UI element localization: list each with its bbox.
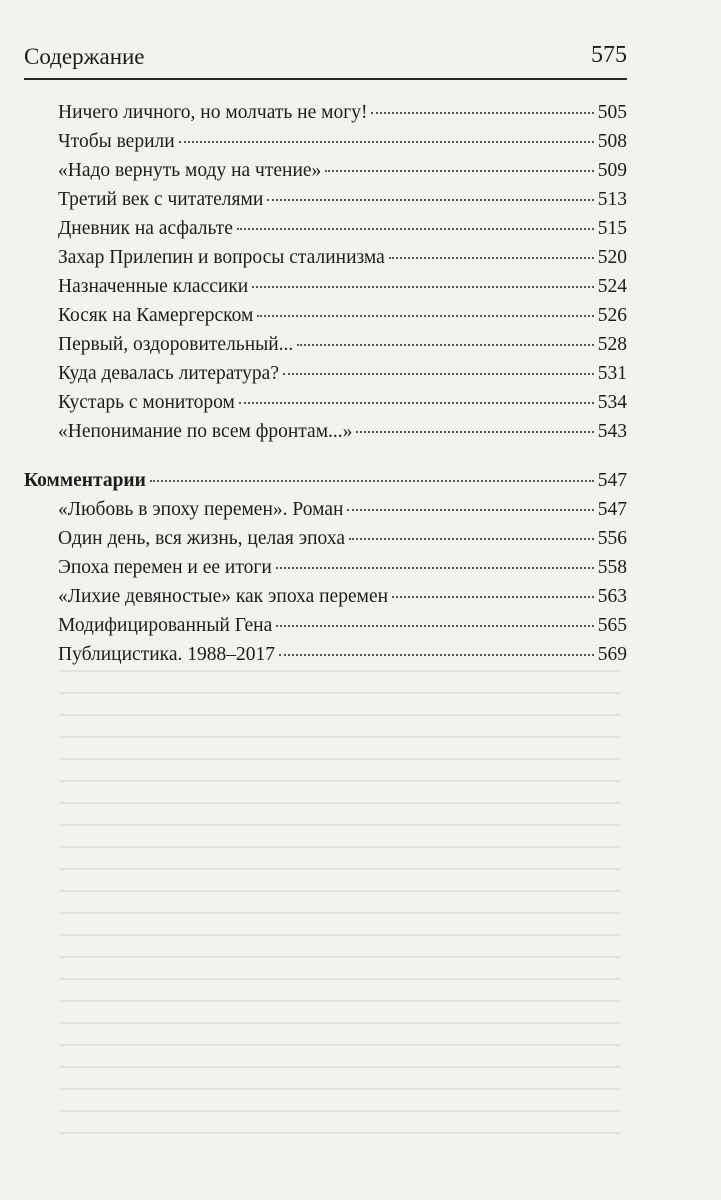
toc-leader-dots (279, 653, 594, 656)
toc-leader-dots (297, 343, 593, 346)
toc-entry-page: 569 (597, 644, 627, 665)
toc-entry-title: Один день, вся жизнь, целая эпоха (58, 528, 345, 549)
table-of-contents (24, 98, 627, 669)
toc-entry[interactable] (24, 243, 627, 272)
toc-leader-dots (283, 372, 594, 375)
toc-leader-dots (150, 479, 594, 482)
toc-leader-dots (325, 169, 593, 172)
toc-group-2 (24, 495, 627, 669)
toc-entry-page: 547 (597, 499, 627, 520)
toc-leader-dots (252, 285, 594, 288)
toc-entry-title: Модифицированный Гена (58, 615, 273, 636)
running-header (24, 36, 627, 80)
toc-entry-page: 563 (597, 586, 627, 607)
toc-leader-dots (347, 508, 593, 511)
toc-leader-dots (257, 314, 593, 317)
toc-entry-page: 513 (597, 189, 627, 210)
toc-entry-title: Куда девалась литература? (58, 363, 279, 384)
toc-entry-title: Дневник на асфальте (58, 218, 233, 239)
toc-entry[interactable] (24, 214, 627, 243)
toc-entry-title: Первый, оздоровительный... (58, 334, 294, 355)
toc-group-1 (24, 98, 627, 446)
toc-section-title: Комментарии (24, 470, 146, 491)
toc-entry[interactable] (24, 301, 627, 330)
toc-entry[interactable] (24, 98, 627, 127)
toc-section-heading[interactable] (24, 466, 627, 495)
toc-entry-title: Ничего личного, но молчать не могу! (58, 102, 368, 123)
toc-leader-dots (237, 227, 594, 230)
toc-entry-title: «Надо вернуть моду на чтение» (58, 160, 322, 181)
toc-entry-page: 528 (597, 334, 627, 355)
toc-entry-page: 509 (597, 160, 627, 181)
toc-entry-page: 505 (597, 102, 627, 123)
toc-section-page: 547 (597, 470, 627, 491)
toc-entry-page: 524 (597, 276, 627, 297)
toc-entry-page: 556 (597, 528, 627, 549)
toc-entry-title: Кустарь с монитором (58, 392, 235, 413)
toc-leader-dots (349, 537, 594, 540)
toc-entry-page: 508 (597, 131, 627, 152)
toc-entry[interactable] (24, 272, 627, 301)
header-page-number: 575 (591, 42, 627, 68)
toc-leader-dots (389, 256, 594, 259)
toc-entry[interactable] (24, 640, 627, 669)
toc-entry-title: Третий век с читателями (58, 189, 264, 210)
toc-entry-page: 565 (597, 615, 627, 636)
toc-entry-title: «Непонимание по всем фронтам...» (58, 421, 353, 442)
toc-entry[interactable] (24, 185, 627, 214)
toc-entry-title: Эпоха перемен и ее итоги (58, 557, 272, 578)
toc-entry[interactable] (24, 417, 627, 446)
toc-entry[interactable] (24, 495, 627, 524)
toc-entry[interactable] (24, 330, 627, 359)
toc-entry-page: 534 (597, 392, 627, 413)
header-title: Содержание (24, 44, 145, 69)
toc-entry-page: 515 (597, 218, 627, 239)
toc-leader-dots (392, 595, 594, 598)
toc-leader-dots (276, 624, 593, 627)
toc-gap (24, 446, 627, 466)
toc-entry-title: Публицистика. 1988–2017 (58, 644, 275, 665)
toc-leader-dots (276, 566, 594, 569)
bleed-through-text (60, 670, 620, 1140)
toc-entry[interactable] (24, 156, 627, 185)
toc-entry[interactable] (24, 524, 627, 553)
toc-entry-title: «Любовь в эпоху перемен». Роман (58, 499, 344, 520)
toc-entry-title: Захар Прилепин и вопросы сталинизма (58, 247, 385, 268)
toc-entry-title: Чтобы верили (58, 131, 175, 152)
toc-entry[interactable] (24, 582, 627, 611)
toc-entry[interactable] (24, 127, 627, 156)
toc-entry-title: Назначенные классики (58, 276, 249, 297)
toc-entry[interactable] (24, 359, 627, 388)
toc-entry-title: Косяк на Камергерском (58, 305, 254, 326)
toc-entry-page: 526 (597, 305, 627, 326)
toc-entry[interactable] (24, 553, 627, 582)
toc-leader-dots (371, 111, 593, 114)
toc-leader-dots (267, 198, 593, 201)
toc-entry-page: 558 (597, 557, 627, 578)
toc-entry-page: 520 (597, 247, 627, 268)
toc-leader-dots (179, 140, 594, 143)
toc-entry[interactable] (24, 611, 627, 640)
toc-leader-dots (356, 430, 593, 433)
toc-entry-page: 543 (597, 421, 627, 442)
toc-entry-page: 531 (597, 363, 627, 384)
toc-leader-dots (239, 401, 594, 404)
toc-entry[interactable] (24, 388, 627, 417)
toc-entry-title: «Лихие девяностые» как эпоха перемен (58, 586, 389, 607)
